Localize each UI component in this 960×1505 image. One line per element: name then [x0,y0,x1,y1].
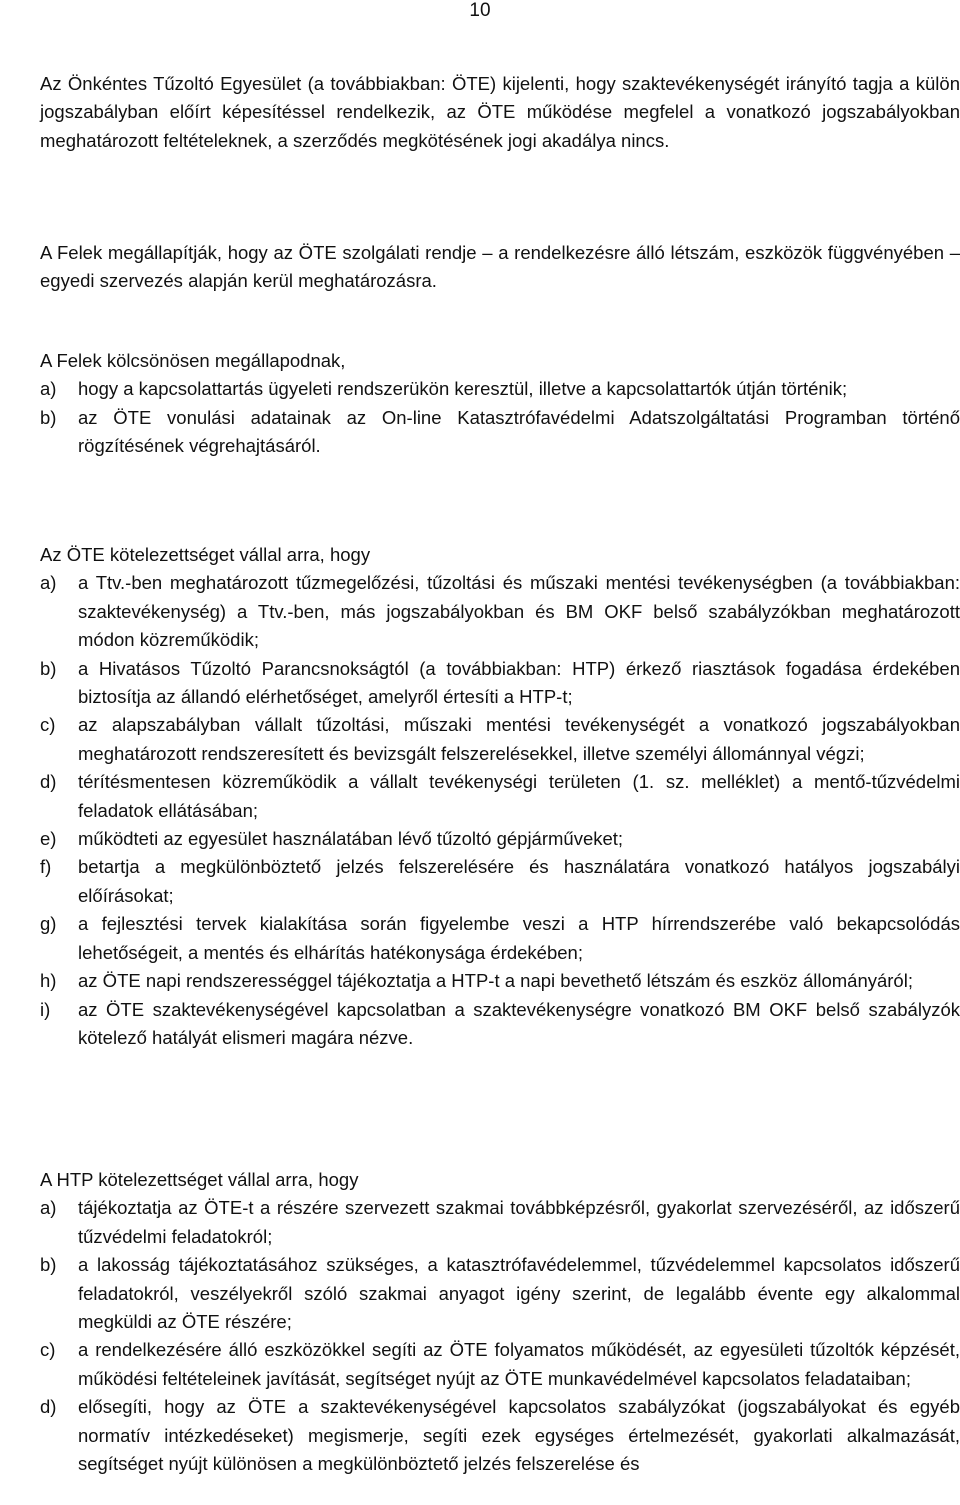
section-5 [10,1166,960,1478]
section-items [10,375,960,460]
list-item: b) a lakosság tájékoztatásához szükséges, a katasztrófavédelemmel, tűzvédelemmel kapcsolatos időszerű feladatokról, veszélyekről szóló szakmai anyagot igény szerint, de legalább évente egy alkalommal megküldi az ÖTE részére; [40,1254,960,1333]
section-items [10,569,960,1052]
list-item: a) a Ttv.-ben meghatározott tűzmegelőzési, tűzoltási és műszaki mentési tevékenységben (a továbbiakban: szaktevékenység) a Ttv.-ben, más jogszabályokban és BM OKF belső szabályzókban meghatározott módon közreműködik; [40,572,960,651]
section-number [10,1166,40,1194]
list-item: a) tájékoztatja az ÖTE-t a részére szervezett szakmai továbbképzésről, gyakorlat szervezéséről, az időszerű tűzvédelmi feladatokról; [40,1197,960,1247]
list-item: i) az ÖTE szaktevékenységével kapcsolatban a szaktevékenységre vonatkozó BM OKF belső szabályzók kötelező hatályát elismeri magára nézve. [40,998,960,1048]
list-item: f) betartja a megkülönböztető jelzés felszerelésére és használatára vonatkozó hatályos jogszabályi előírásokat; [40,856,960,906]
section-number [10,239,40,267]
list-item: d) elősegíti, hogy az ÖTE a szaktevékenységével kapcsolatos szabályzókat (jogszabályokat és egyéb normatív intézkedéseket) megismerje, segíti ezek egységes értelmezését, gyakorlati alkalmazását, segítséget nyújt különösen a megkülönböztető jelzés felszerelése és [40,1396,960,1475]
list-item: b) az ÖTE vonulási adatainak az On-line Katasztrófavédelmi Adatszolgáltatási Programban történő rögzítésének végrehajtásáról. [40,406,960,457]
section-1 [10,70,960,155]
list-item: c) az alapszabályban vállalt tűzoltási, műszaki mentési tevékenységét a vonatkozó jogszabályokban meghatározott rendszeresített és bevizsgált felszerelésekkel, illetve személyi állománnyal végzi; [40,714,960,764]
section-3 [10,347,960,461]
section-2 [10,239,960,296]
section-number [10,347,40,375]
section-number [10,541,40,569]
section-intro: Az ÖTE kötelezettséget vállal arra, hogy [40,544,371,565]
section-intro: A Felek kölcsönösen megállapodnak, [40,350,346,371]
page-number: 10 [469,0,491,21]
list-item: d) térítésmentesen közreműködik a vállalt tevékenységi területen (1. sz. melléklet) a mentő-tűzvédelmi feladatok ellátásában; [40,771,960,821]
section-text: A Felek megállapítják, hogy az ÖTE szolgálati rendje – a rendelkezésre álló létszám, eszközök függvényében – egyedi szervezés alapján kerül meghatározásra. [40,242,960,292]
section-items [10,1194,960,1478]
section-intro: A HTP kötelezettséget vállal arra, hogy [40,1169,359,1190]
list-item: a) hogy a kapcsolattartás ügyeleti rendszerükön keresztül, illetve a kapcsolattartók útján történik; [40,378,848,400]
list-item: b) a Hivatásos Tűzoltó Parancsnokságtól (a továbbiakban: HTP) érkező riasztások fogadása érdekében biztosítja az állandó elérhetőséget, amelyről értesíti a HTP-t; [40,657,960,708]
list-item: g) a fejlesztési tervek kialakítása során figyelembe veszi a HTP hírrendszerébe való bekapcsolódás lehetőségeit, a mentés és elhárítás hatékonysága érdekében; [40,913,960,963]
list-item: c) a rendelkezésére álló eszközökkel segíti az ÖTE folyamatos működését, az egyesületi tűzoltók képzését, működési feltételeinek javítását, segítséget nyújt az ÖTE munkavédelmével kapcsolatos feladataiban; [40,1339,960,1389]
section-4 [10,541,960,1052]
list-item: h) az ÖTE napi rendszerességgel tájékoztatja a HTP-t a napi bevethető létszám és eszköz állományáról; [40,970,913,992]
section-text: Az Önkéntes Tűzoltó Egyesület (a továbbiakban: ÖTE) kijelenti, hogy szaktevékenységét irányító tagja a külön jogszabályban előírt képesítéssel rendelkezik, az ÖTE működése megfelel a vonatkozó jogszabályokban meghatározott feltételeknek, a szerződés megkötésének jogi akadálya nincs. [40,73,960,151]
section-number [10,70,40,98]
list-item: e) működteti az egyesület használatában lévő tűzoltó gépjárműveket; [40,828,624,850]
